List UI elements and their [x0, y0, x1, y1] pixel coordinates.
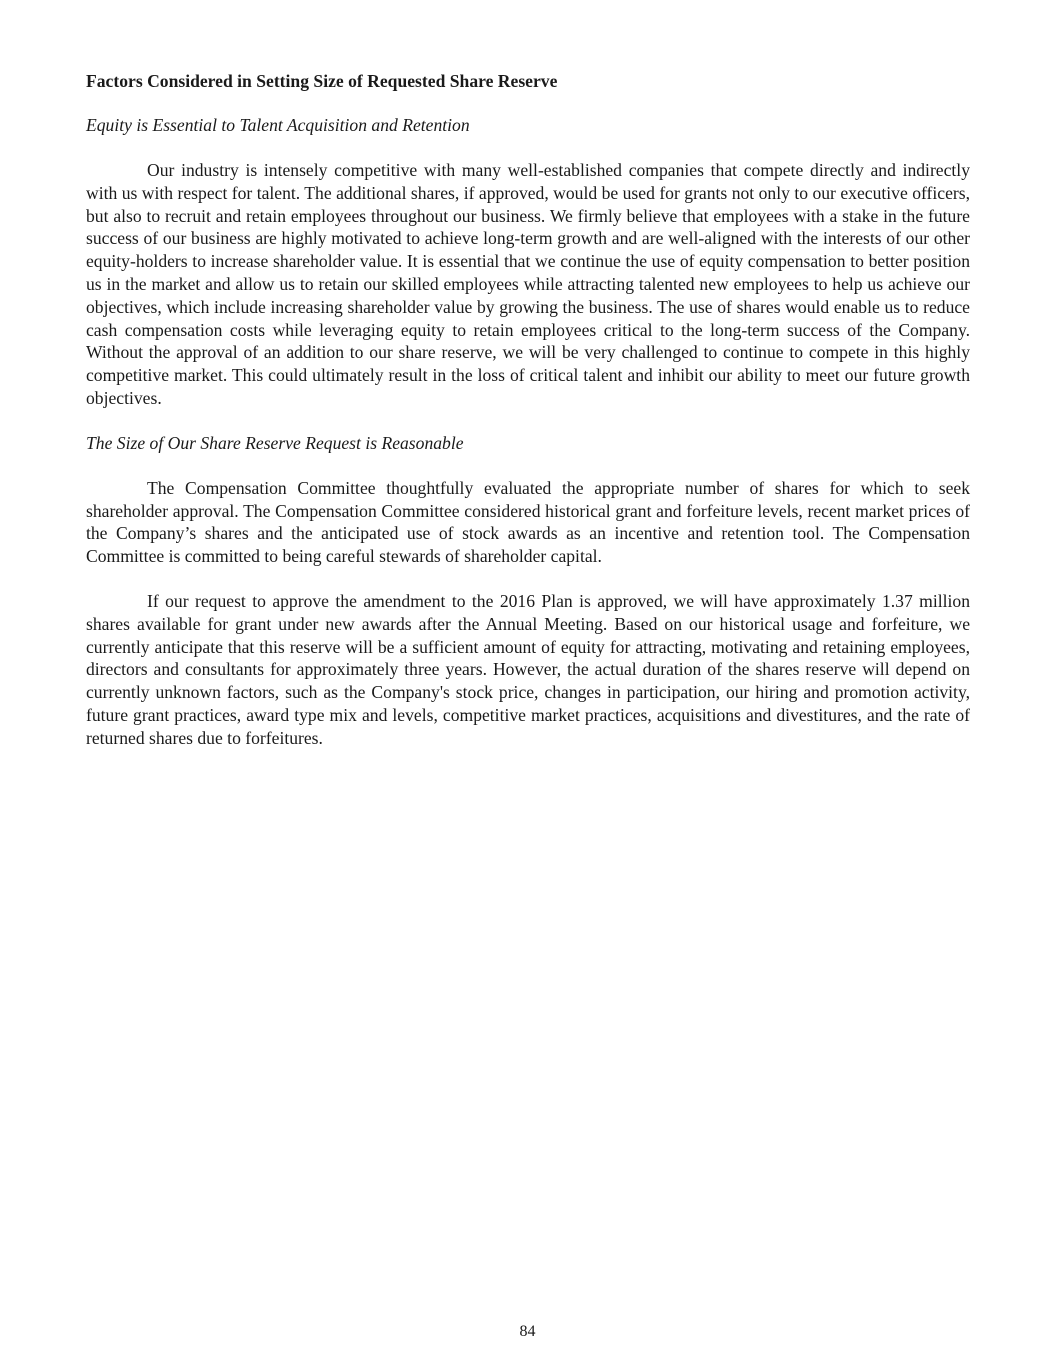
- paragraph-compensation-committee: The Compensation Committee thoughtfully evaluated the appropriate number of shares for which to seek shareholder approval. The Compensation Committee considered historical grant and forfeiture levels, recent market prices of the Company’s shares and the anticipated use of stock awards as an incentive and retention tool. The Compensation Committee is committed to being careful stewards of shareholder capital.: [86, 477, 970, 567]
- document-page: [86, 70, 970, 772]
- paragraph-reserve-duration: If our request to approve the amendment to the 2016 Plan is approved, we will have approximately 1.37 million shares available for grant under new awards after the Annual Meeting. Based on our historical usage and forfeiture, we currently anticipate that this reserve will be a sufficient amount of equity for attracting, motivating and retaining employees, directors and consultants for approximately three years. However, the actual duration of the shares reserve will depend on currently unknown factors, such as the Company's stock price, changes in participation, our hiring and promotion activity, future grant practices, award type mix and levels, competitive market practices, acquisitions and divestitures, and the rate of returned shares due to forfeitures.: [86, 590, 970, 748]
- section-heading: Factors Considered in Setting Size of Requested Share Reserve: [86, 71, 558, 91]
- subsection-heading-equity: Equity is Essential to Talent Acquisition and Retention: [86, 115, 470, 135]
- subsection-heading-reserve-size: The Size of Our Share Reserve Request is Reasonable: [86, 432, 464, 453]
- paragraph-equity-essential: Our industry is intensely competitive with many well-established companies that compete directly and indirectly with us with respect for talent. The additional shares, if approved, would be used for grants not only to our executive officers, but also to recruit and retain employees throughout our business. We firmly believe that employees with a stake in the future success of our business are highly motivated to achieve long-term growth and are well-aligned with the interests of our other equity-holders to increase shareholder value. It is essential that we continue the use of equity compensation to better position us in the market and allow us to retain our skilled employees while attracting talented new employees to help us achieve our objectives, which include increasing shareholder value by growing the business. The use of shares would enable us to reduce cash compensation costs while leveraging equity to retain employees critical to the long-term success of the Company. Without the approval of an addition to our share reserve, we will be very challenged to continue to compete in this highly competitive market. This could ultimately result in the loss of critical talent and inhibit our ability to meet our future growth objectives.: [86, 160, 970, 408]
- page-number: 84: [519, 1323, 536, 1340]
